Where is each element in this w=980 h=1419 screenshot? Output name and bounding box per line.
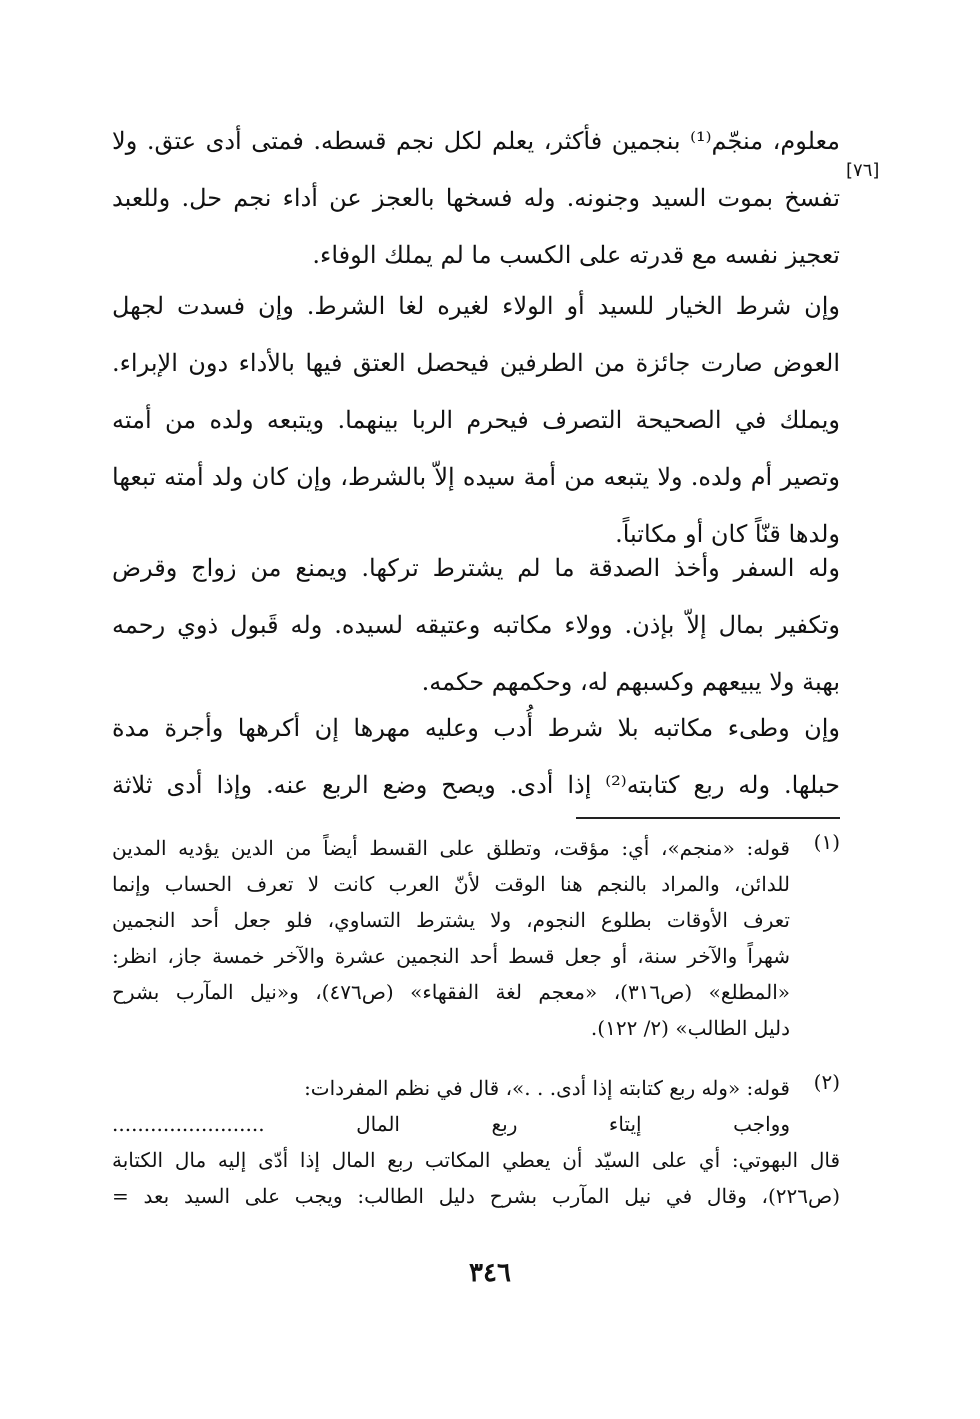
footnote-line: قوله: «وله ربع كتابته إذا أدى. . .»، قال في نظم المفردات: bbox=[304, 1076, 790, 1100]
paragraph-4 bbox=[112, 700, 840, 814]
footnote-line: قوله: «منجم»، أي: مؤقت، وتطلق على القسط أيضاً من الدين يؤديه المدين bbox=[112, 836, 790, 860]
footnote-line: للدائن، والمراد بالنجم هنا الوقت لأنّ العرب كانت لا تعرف الحساب وإنما bbox=[112, 872, 790, 896]
footnote-1 bbox=[112, 830, 840, 1046]
text-line: وتصير أم ولده. ولا يتبعه من أمة سيده إلاّ بالشرط، وإن كان ولد أمته تبعها bbox=[112, 463, 840, 491]
paragraph-3 bbox=[112, 540, 840, 711]
footnote-number: (٢) bbox=[813, 1070, 840, 1094]
footnote-separator bbox=[576, 817, 840, 819]
footnote-number: (١) bbox=[813, 830, 840, 854]
text-line: العوض صارت جائزة من الطرفين فيحصل العتق فيها بالأداء دون الإبراء. bbox=[112, 349, 841, 377]
text-line: ويملك في الصحيحة التصرف فيحرم الربا بينهما. ويتبعه ولده من أمته bbox=[112, 406, 840, 434]
text-line: حبلها. وله ربع كتابته⁽²⁾ إذا أدى. ويصح وضع الربع عنه. وإذا أدى ثلاثة bbox=[112, 771, 841, 799]
footnote-line: قال البهوتي: أي على السيّد أن يعطي المكاتب ربع المال إذا أدّى إليه مال الكتابة bbox=[112, 1148, 840, 1172]
margin-reference: [٧٦] bbox=[846, 160, 880, 181]
verse-ellipsis: ........................ bbox=[112, 1112, 265, 1136]
footnote-line: (ص٢٢٦)، وقال في نيل المآرب بشرح دليل الطالب: ويجب على السيد بعد = bbox=[112, 1184, 840, 1208]
text-line: تعجيز نفسه مع قدرته على الكسب ما لم يملك الوفاء. bbox=[312, 241, 840, 269]
text-line: وإن شرط الخيار للسيد أو الولاء لغيره لغا الشرط. وإن فسدت لجهل bbox=[112, 292, 840, 320]
verse-hemistich: وواجب إيتاء ربع المال bbox=[356, 1112, 790, 1136]
footnote-line: «المطلع» (ص٣١٦)، «معجم لغة الفقهاء» (ص٤٧٦)، و«نيل المآرب بشرح bbox=[112, 980, 790, 1004]
footnote-line: تعرف الأوقات بطلوع النجوم، ولا يشترط التساوي، فلو جعل أحد النجمين bbox=[112, 908, 790, 932]
text-line: بهبة ولا يبيعهم وكسبهم له، وحكمهم حكمه. bbox=[421, 668, 840, 696]
text-line: وله السفر وأخذ الصدقة ما لم يشترط تركها. ويمنع من زواج وقرض bbox=[112, 554, 840, 582]
text-line: معلوم، منجّم⁽¹⁾ بنجمين فأكثر، يعلم لكل نجم قسطه. فمتى أدى عتق. ولا bbox=[112, 127, 840, 155]
text-line: وإن وطىء مكاتبه بلا شرط أُدب وعليه مهرها إن أكرهها وأجرة مدة bbox=[112, 714, 840, 742]
verse-line bbox=[112, 1106, 790, 1142]
paragraph-1 bbox=[112, 113, 840, 284]
footnote-line: دليل الطالب» (٢/ ١٢٢). bbox=[590, 1016, 790, 1040]
text-line: وتكفير بمال إلاّ بإذن. وولاء مكاتبه وعتيقه لسيده. وله قَبول ذوي رحمه bbox=[112, 611, 840, 639]
text-line: ولدها قنّاً كان أو مكاتباً. bbox=[615, 520, 840, 548]
text-line: تفسخ بموت السيد وجنونه. وله فسخها بالعجز عن أداء نجم حل. وللعبد bbox=[112, 184, 840, 212]
footnote-line: شهراً والآخر سنة، أو جعل قسط أحد النجمين عشرة والآخر خمسة جاز، انظر: bbox=[112, 944, 790, 968]
footnote-2 bbox=[112, 1070, 840, 1214]
paragraph-2 bbox=[112, 278, 840, 563]
page-number: ٣٤٦ bbox=[469, 1258, 511, 1288]
